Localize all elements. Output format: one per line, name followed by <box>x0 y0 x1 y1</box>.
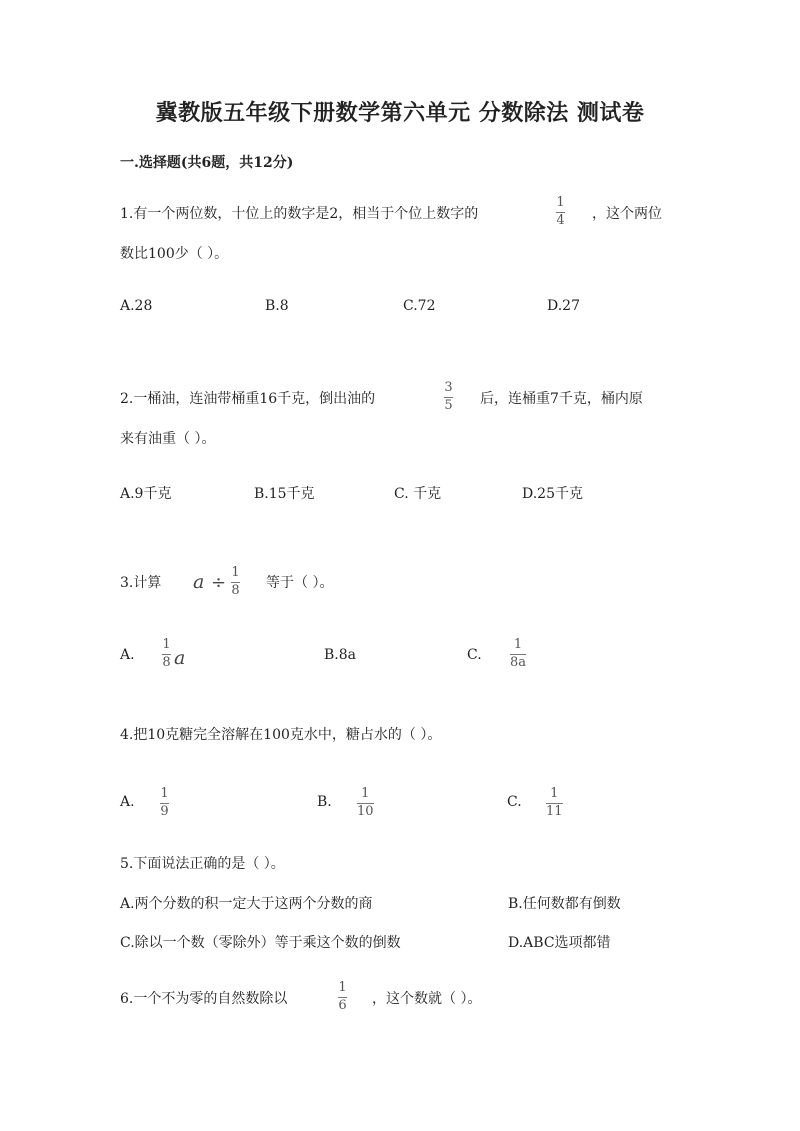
section-heading: 一.选择题(共6题，共12分) <box>120 155 294 171</box>
q4-optA-den: 9 <box>160 803 169 819</box>
q3-fraction <box>231 566 240 599</box>
q4-optB-num: 1 <box>361 786 370 801</box>
q3-optA-den: 8 <box>162 654 171 670</box>
q2-option-d[interactable]: D.25千克 <box>522 486 583 502</box>
q3-optC-num: 1 <box>513 637 523 652</box>
q1-frac-den: 4 <box>556 212 565 228</box>
q3-option-c[interactable] <box>467 647 482 663</box>
q4-option-c-fraction <box>546 787 563 820</box>
q1-option-d[interactable]: D.27 <box>547 298 580 314</box>
q4-option-c[interactable] <box>507 794 522 810</box>
q2-text-c: 来有油重（ ）。 <box>120 431 216 447</box>
q2-text-a: 2.一桶油，连油带桶重16千克，倒出油的 <box>120 391 376 407</box>
q5-option-c[interactable]: C.除以一个数（零除外）等于乘这个数的倒数 <box>120 935 401 951</box>
q3-option-b[interactable]: B.8a <box>324 647 356 663</box>
q5-text: 5.下面说法正确的是（ ）。 <box>120 856 285 872</box>
q4-option-a-fraction <box>160 787 169 820</box>
q3-math-var: a <box>193 571 205 593</box>
q3-frac-den: 8 <box>231 582 240 598</box>
q3-option-c-label: C. <box>467 647 482 663</box>
q2-fraction <box>444 381 453 414</box>
q3-optC-den: 8a <box>510 654 527 670</box>
q2-option-b[interactable]: B.15千克 <box>254 486 315 502</box>
q4-option-a-label: A. <box>120 794 135 810</box>
q6-text-a: 6.一个不为零的自然数除以 <box>120 991 288 1007</box>
q1-text-b: ，这个两位 <box>592 206 662 222</box>
q6-frac-den: 6 <box>338 997 347 1013</box>
q4-optC-den: 11 <box>546 803 563 819</box>
q5-option-b[interactable]: B.任何数都有倒数 <box>508 896 621 912</box>
q2-option-c[interactable]: C. 千克 <box>394 486 442 502</box>
q4-text: 4.把10克糖完全溶解在100克水中，糖占水的（ ）。 <box>120 727 442 743</box>
q1-option-a[interactable]: A.28 <box>120 298 153 314</box>
q2-text-b: 后，连桶重7千克，桶内原 <box>480 391 643 407</box>
q1-frac-num: 1 <box>556 195 565 210</box>
q1-text-a: 1.有一个两位数，十位上的数字是2，相当于个位上数字的 <box>120 206 479 222</box>
q2-frac-num: 3 <box>444 380 453 395</box>
q3-optA-num: 1 <box>162 637 171 652</box>
q3-text-b: 等于（ ）。 <box>266 575 334 591</box>
q2-option-a[interactable]: A.9千克 <box>120 486 172 502</box>
q3-option-a-label: A. <box>120 647 135 663</box>
q1-text-c: 数比100少（ ）。 <box>120 246 229 262</box>
q3-text-a: 3.计算 <box>120 575 162 591</box>
q4-optC-num: 1 <box>550 786 559 801</box>
q1-fraction <box>556 196 565 229</box>
q3-option-a[interactable] <box>120 647 135 663</box>
q4-optA-num: 1 <box>160 786 169 801</box>
q5-option-a[interactable]: A.两个分数的积一定大于这两个分数的商 <box>120 896 373 912</box>
q3-math-op: ÷ <box>211 572 227 593</box>
q4-option-b-label: B. <box>317 794 332 810</box>
q1-option-b[interactable]: B.8 <box>265 298 289 314</box>
q4-optB-den: 10 <box>357 803 374 819</box>
q3-option-c-fraction <box>510 638 526 671</box>
q6-text-b: ，这个数就（ ）。 <box>372 991 482 1007</box>
q6-frac-num: 1 <box>338 980 347 995</box>
page-title: 冀教版五年级下册数学第六单元 分数除法 测试卷 <box>155 100 645 126</box>
q4-option-b-fraction <box>357 787 374 820</box>
q4-option-a[interactable] <box>120 794 135 810</box>
q2-frac-den: 5 <box>444 397 453 413</box>
q4-option-c-label: C. <box>507 794 522 810</box>
q5-option-d[interactable]: D.ABC选项都错 <box>508 935 611 951</box>
q4-option-b[interactable] <box>317 794 332 810</box>
q1-option-c[interactable]: C.72 <box>403 298 436 314</box>
q3-frac-num: 1 <box>231 565 240 580</box>
q3-option-a-fraction <box>162 638 171 671</box>
q6-fraction <box>338 981 347 1014</box>
q3-option-a-var: a <box>174 647 186 669</box>
